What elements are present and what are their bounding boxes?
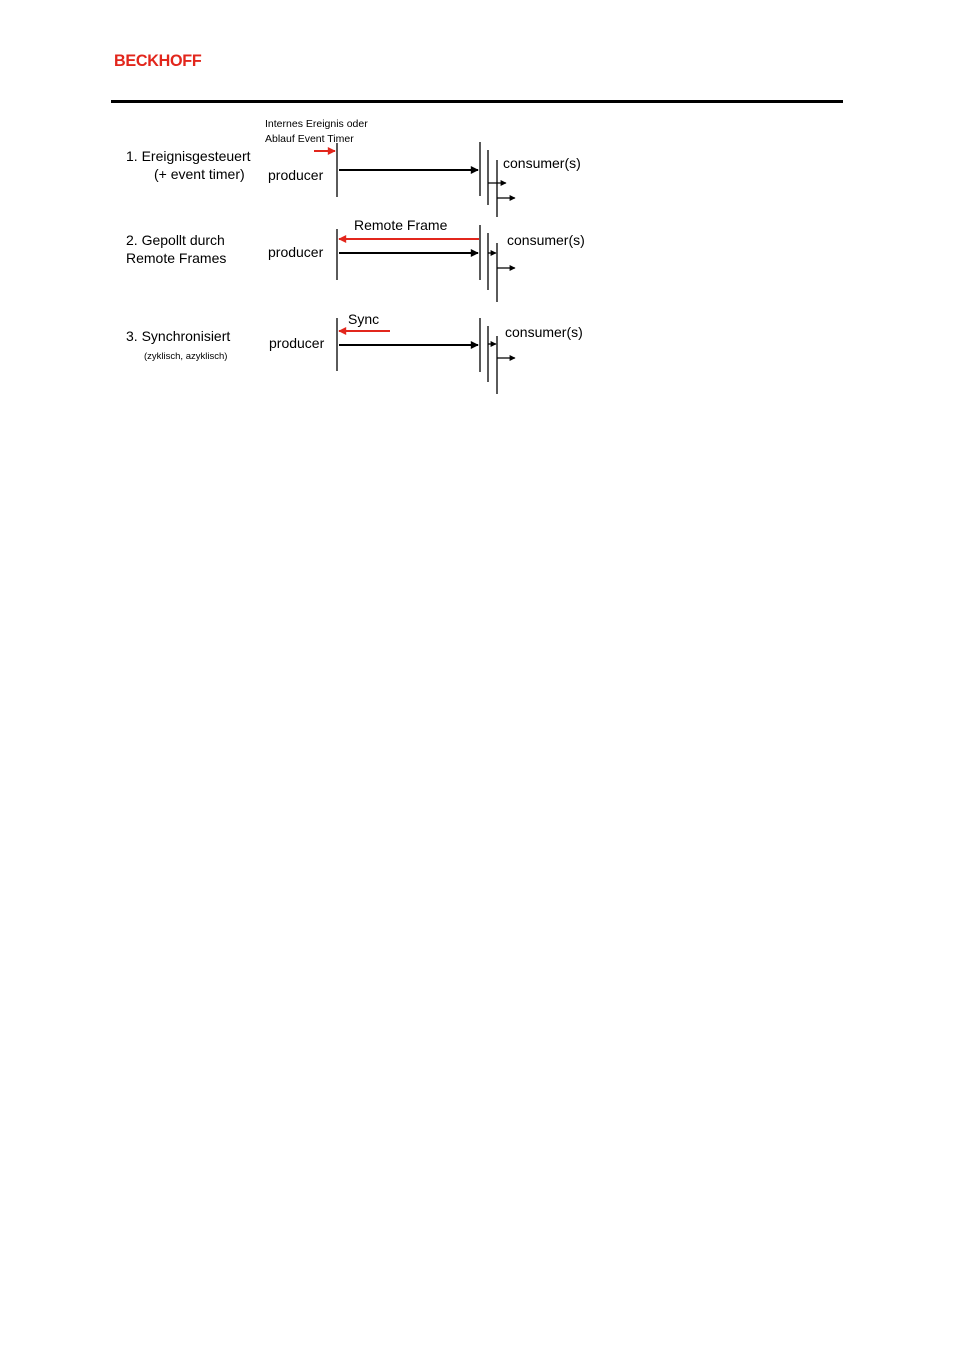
trigger-label-line2: Ablauf Event Timer [265, 133, 354, 145]
producer-label: producer [269, 335, 325, 351]
section-2-title: 2. Gepollt durch [126, 232, 225, 248]
producer-label: producer [268, 167, 324, 183]
section-remote-frame [126, 217, 585, 302]
section-2-subtitle: Remote Frames [126, 250, 227, 266]
section-synchronous [126, 311, 583, 394]
consumer-label: consumer(s) [503, 155, 581, 171]
beckhoff-logo: BECKHOFF [114, 51, 202, 70]
producer-label: producer [268, 244, 324, 260]
section-1-title: 1. Ereignisgesteuert [126, 148, 251, 164]
section-3-title: 3. Synchronisiert [126, 328, 231, 344]
section-event-driven [126, 118, 581, 217]
consumer-label: consumer(s) [507, 232, 585, 248]
sync-label: Sync [348, 311, 380, 327]
pdo-transmission-diagram [0, 0, 954, 420]
trigger-label-line1: Internes Ereignis oder [265, 118, 368, 130]
consumer-label: consumer(s) [505, 324, 583, 340]
section-3-subtitle: (zyklisch, azyklisch) [144, 351, 228, 362]
section-1-subtitle: (+ event timer) [154, 166, 245, 182]
remote-frame-label: Remote Frame [354, 217, 448, 233]
